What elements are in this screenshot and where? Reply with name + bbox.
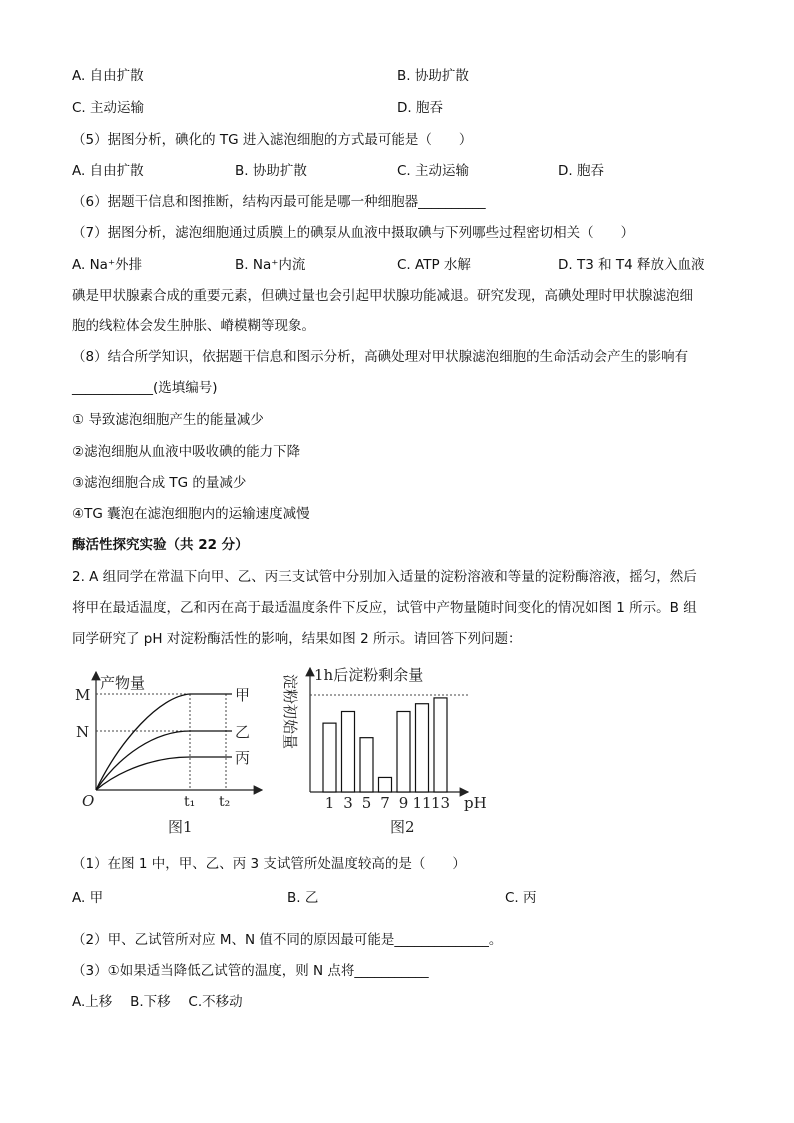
fig1-series-jia-label: 甲 (235, 686, 251, 704)
q6-stem: （6）据题干信息和图推断，结构丙最可能是哪一种细胞器__________ (72, 194, 486, 210)
option-d: D. 胞吞 (397, 100, 443, 116)
fig1-series-bing-label: 丙 (235, 749, 251, 767)
fig1-title: 图1 (168, 818, 193, 836)
q2-1-option-b: B. 乙 (287, 890, 319, 906)
q2-intro-line-3: 同学研究了 pH 对淀粉酶活性的影响，结果如图 2 所示。请回答下列问题： (72, 631, 522, 647)
q5-option-a: A. 自由扩散 (72, 163, 144, 179)
q8-stem-line-1: （8）结合所学知识，依据题干信息和图示分析，高碘处理对甲状腺滤泡细胞的生命活动会产生的影响有 (72, 349, 689, 365)
curve-bing (96, 757, 232, 790)
passage-line-2: 胞的线粒体会发生肿胀、嵴模糊等现象。 (72, 318, 315, 334)
curve-yi (96, 731, 232, 790)
q2-1-stem: （1）在图 1 中，甲、乙、丙 3 支试管所处温度较高的是（ ） (72, 856, 466, 872)
tick-label-ph-3: 3 (343, 794, 353, 812)
q2-3-options: A.上移 B.下移 C.不移动 (72, 994, 243, 1010)
q7-option-c: C. ATP 水解 (397, 257, 471, 273)
q5-stem: （5）据图分析，碘化的 TG 进入滤泡细胞的方式最可能是（ ） (72, 132, 473, 148)
q7-option-d: D. T3 和 T4 释放入血液 (558, 257, 705, 273)
bar-ph-11 (416, 704, 429, 792)
bar-ph-7 (379, 777, 392, 792)
bar-ph-9 (397, 711, 410, 792)
q8-choice-4: ④TG 囊泡在滤泡细胞内的运输速度减慢 (72, 506, 310, 522)
fig1-ylabel: 产物量 (100, 674, 146, 692)
figure-1-chart (70, 660, 270, 840)
option-c: C. 主动运输 (72, 100, 145, 116)
fig2-xlabel: pH (464, 794, 487, 812)
fig2-ylabel: 1h后淀粉剩余量 (314, 666, 424, 684)
figure-2-chart (268, 660, 498, 840)
tick-label-ph-5: 5 (361, 794, 372, 812)
q2-intro-line-1: 2. A 组同学在常温下向甲、乙、丙三支试管中分别加入适量的淀粉溶液和等量的淀粉酶溶液，摇匀，然后 (72, 569, 697, 585)
option-a: A. 自由扩散 (72, 68, 144, 84)
q2-1-option-a: A. 甲 (72, 890, 104, 906)
q8-choice-1: ① 导致滤泡细胞产生的能量减少 (72, 412, 264, 428)
fig1-m-label: M (75, 686, 91, 704)
q8-choice-2: ②滤泡细胞从血液中吸收碘的能力下降 (72, 444, 301, 460)
q5-option-c: C. 主动运输 (397, 163, 470, 179)
passage-line-1: 碘是甲状腺素合成的重要元素，但碘过量也会引起甲状腺功能减退。研究发现，高碘处理时甲状腺滤泡细 (72, 288, 693, 304)
q8-stem-line-2: ____________(选填编号) (72, 380, 218, 396)
q2-1-option-c: C. 丙 (505, 890, 537, 906)
fig1-series-yi-label: 乙 (235, 723, 251, 741)
fig1-origin-label: O (82, 792, 95, 810)
section-title: 酶活性探究实验（共 22 分） (72, 537, 249, 553)
q5-option-d: D. 胞吞 (558, 163, 604, 179)
bar-ph-5 (360, 738, 373, 792)
bar-ph-1 (323, 723, 336, 792)
fig1-n-label: N (76, 723, 90, 741)
fig1-t1-label: t₁ (184, 794, 196, 810)
q7-option-b: B. Na⁺内流 (235, 257, 306, 273)
q7-option-a: A. Na⁺外排 (72, 257, 143, 273)
q2-3-stem: （3）①如果适当降低乙试管的温度，则 N 点将___________ (72, 963, 429, 979)
fig2-reference-label: 淀粉初始量 (281, 674, 299, 750)
bar-ph-13 (434, 698, 447, 792)
tick-label-ph-9: 9 (398, 794, 409, 812)
option-b: B. 协助扩散 (397, 68, 469, 84)
bar-ph-3 (342, 711, 355, 792)
tick-label-ph-1: 1 (324, 794, 335, 812)
q8-choice-3: ③滤泡细胞合成 TG 的量减少 (72, 475, 247, 491)
q2-intro-line-2: 将甲在最适温度，乙和丙在高于最适温度条件下反应，试管中产物量随时间变化的情况如图 1 所示。B 组 (72, 600, 697, 616)
tick-label-ph-7: 7 (380, 794, 390, 812)
fig2-title: 图2 (390, 818, 415, 836)
q5-option-b: B. 协助扩散 (235, 163, 307, 179)
fig1-t2-label: t₂ (219, 794, 231, 810)
q2-2-stem: （2）甲、乙试管所对应 M、N 值不同的原因最可能是______________。 (72, 932, 503, 948)
q7-stem: （7）据图分析，滤泡细胞通过质膜上的碘泵从血液中摄取碘与下列哪些过程密切相关（ ） (72, 225, 635, 241)
tick-label-ph-11: 11 (412, 794, 432, 812)
tick-label-ph-13: 13 (430, 794, 451, 812)
